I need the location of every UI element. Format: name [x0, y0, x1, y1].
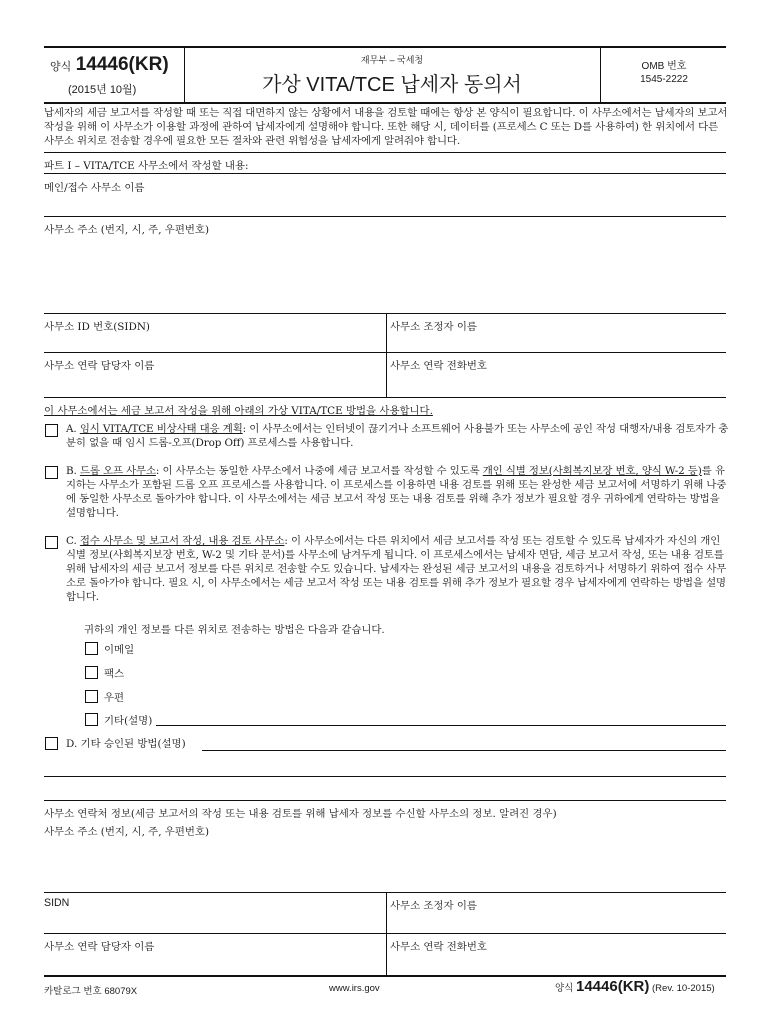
- method-a-checkbox[interactable]: [45, 424, 58, 437]
- contact-sidn-field[interactable]: [44, 933, 726, 934]
- site-contact-field[interactable]: [44, 397, 726, 398]
- site-contact-phone-label: 사무소 연락 전화번호: [390, 360, 487, 372]
- form-number-box: [44, 48, 185, 102]
- contact-phone-label: 사무소 연락 전화번호: [390, 941, 487, 953]
- form-title: 가상 VITA/TCE 납세자 동의서: [262, 74, 522, 96]
- method-c-text: C. 접수 사무소 및 보고서 작성, 내용 검토 사무소: 이 사무소에서는 다른 위치에서 세금 보고서를 작성 또는 검토할 수 있도록 납세자가 자신의 개인 식별 정보(사회복지보장 번호, W-2 및 기타 문서)를 사무소에 남겨두게 됩니다. 이 프로세스에서는 납세자 면담, 세금 보고서 작성, 또는 내용 검토를 위해 납세자의 세금 보고서 정보를 다른 위치로 전송할 수도 있습니다. 납세자는 완성된 세금 보고서의 내용을 검토하거나 서명하기 위하여 접수 사무소로 돌아가야 합니다. 필요 시, 이 사무소에서는 세금 보고서 작성 또는 내용 검토를 위해 추가 정보가 필요할 경우 납세자에게 연락하는 방법을 설명합니다.: [66, 535, 727, 603]
- form-number-value: 14446(KR): [75, 54, 169, 75]
- catalog-number: 카탈로그 번호 68079X: [44, 986, 138, 997]
- omb-box: [600, 48, 727, 102]
- method-d-field[interactable]: [202, 750, 726, 751]
- contact-title: 사무소 연락처 정보(세금 보고서의 작성 또는 내용 검토를 위해 납세자 정보를 수신할 사무소의 정보. 알려진 경우): [44, 808, 557, 820]
- contact-coordinator-label: 사무소 조정자 이름: [390, 900, 477, 912]
- transfer-mail-label: 우편: [104, 692, 125, 704]
- method-d-label: D. 기타 승인된 방법(설명): [66, 738, 186, 750]
- form-number: [50, 54, 169, 76]
- contact-site-address-field[interactable]: [44, 892, 726, 893]
- main-site-name-label: 메인/접수 사무소 이름: [44, 182, 145, 194]
- site-id-field[interactable]: [44, 352, 726, 353]
- transfer-mail-checkbox[interactable]: [85, 690, 98, 703]
- transfer-email-label: 이메일: [104, 644, 135, 656]
- transfer-fax-checkbox[interactable]: [85, 666, 98, 679]
- method-a-text: A. 임시 VITA/TCE 비상사태 대응 계획: 이 사무소에서는 인터넷이 끊기거나 소프트웨어 사용불가 또는 사무소에 공인 작성 대행자/내용 검토자가 충분히 없을 때 임시 드롭-오프(Drop Off) 프로세스를 사용합니다.: [66, 423, 729, 449]
- method-d-field-line2[interactable]: [44, 776, 726, 777]
- method-b-checkbox[interactable]: [45, 466, 58, 479]
- divider: [44, 152, 726, 153]
- part1-title: 파트 I – VITA/TCE 사무소에서 작성할 내용:: [44, 160, 249, 172]
- divider: [44, 800, 726, 801]
- form-date: (2015년 10월): [68, 84, 137, 96]
- site-coordinator-label: 사무소 조정자 이름: [390, 321, 477, 333]
- website-link[interactable]: www.irs.gov: [329, 983, 380, 994]
- method-b-text: B. 드롭 오프 사무소: 이 사무소는 동일한 사무소에서 나중에 세금 보고서를 작성할 수 있도록 개인 식별 정보(사회복지보장 번호, 양식 W-2 등)를 유지하는 사무소가 포함된 드롭 오프 프로세스를 사용합니다. 이 프로세스를 이용하면 내용 검토를 위해 또는 완성한 세금 보고서에 서명하기 위해 나중에 동일한 사무소로 돌아가야 합니다. 이 사무소에서는 세금 보고서 작성 또는 내용 검토를 위해 추가 정보가 필요할 경우 귀하에게 연락하는 방법을 설명합니다.: [66, 465, 727, 519]
- form-prefix: 양식: [50, 61, 72, 73]
- transfer-other-label: 기타(설명): [104, 715, 153, 727]
- transfer-other-field[interactable]: [156, 725, 726, 726]
- omb-number: 1545-2222: [640, 74, 688, 85]
- column-divider: [386, 313, 387, 397]
- form-header: [44, 46, 726, 104]
- contact-site-address-label: 사무소 주소 (번지, 시, 주, 우편번호): [44, 826, 210, 838]
- method-c-checkbox[interactable]: [45, 536, 58, 549]
- transfer-fax-label: 팩스: [104, 668, 125, 680]
- site-address-label: 사무소 주소 (번지, 시, 주, 우편번호): [44, 224, 210, 236]
- site-contact-name-label: 사무소 연락 담당자 이름: [44, 360, 155, 372]
- transfer-other-checkbox[interactable]: [85, 713, 98, 726]
- transfer-intro: 귀하의 개인 정보를 다른 위치로 전송하는 방법은 다음과 같습니다.: [84, 624, 385, 636]
- contact-fields-bottom[interactable]: [44, 975, 726, 977]
- method-d-checkbox[interactable]: [45, 737, 58, 750]
- site-id-label: 사무소 ID 번호(SIDN): [44, 321, 150, 333]
- agency-name: 재무부 – 국세청: [360, 55, 424, 65]
- omb-label: OMB 번호: [641, 61, 687, 72]
- transfer-email-checkbox[interactable]: [85, 642, 98, 655]
- footer-form-number: 양식 14446(KR) (Rev. 10-2015): [555, 978, 715, 995]
- methods-intro: 이 사무소에서는 세금 보고서 작성을 위해 아래의 가상 VITA/TCE 방법을 사용합니다.: [44, 405, 433, 417]
- contact-name-label: 사무소 연락 담당자 이름: [44, 941, 155, 953]
- intro-text: 납세자의 세금 보고서를 작성할 때 또는 직접 대면하지 않는 상황에서 내용을 검토할 때에는 항상 본 양식이 필요합니다. 이 사무소에서는 납세자의 보고서 작성을 위해 이 사무소가 이용할 과정에 관하여 납세자에게 설명해야 합니다. 또한 해당 시, 데이터를 (프로세스 C 또는 D를 사용하여) 한 위치에서 다른 사무소 위치로 전송할 경우에 필요한 모든 절차와 관련 위험성을 납세자에게 알려줘야 합니다.: [44, 107, 728, 147]
- contact-sidn-label: SIDN: [44, 897, 70, 909]
- main-site-name-field[interactable]: [44, 216, 726, 217]
- site-address-field[interactable]: [44, 313, 726, 314]
- divider: [44, 173, 726, 174]
